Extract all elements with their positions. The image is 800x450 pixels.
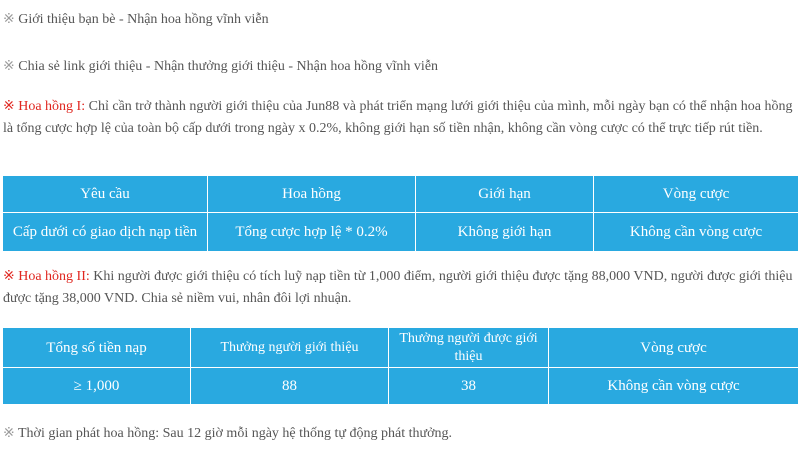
reference-mark-icon: ※ [3, 269, 15, 284]
table-cell: Tổng cược hợp lệ * 0.2% [208, 213, 416, 252]
table-cell: 88 [191, 368, 389, 405]
intro-line-2 [3, 57, 438, 77]
reference-mark-icon: ※ [3, 59, 15, 74]
intro-text-1: Giới thiệu bạn bè - Nhận hoa hồng vĩnh viễn [18, 12, 269, 27]
table-row [3, 213, 799, 252]
table-header-row [3, 176, 799, 213]
reference-mark-icon: ※ [3, 12, 15, 27]
table-header-cell: Vòng cược [549, 328, 799, 368]
intro-text-2: Chia sẻ link giới thiệu - Nhận thưởng giới thiệu - Nhận hoa hồng vĩnh viễn [18, 59, 439, 74]
table-header-cell: Giới hạn [416, 176, 594, 213]
table-cell: Không cần vòng cược [549, 368, 799, 405]
table-header-row [3, 328, 799, 368]
table-header-cell: Vòng cược [594, 176, 799, 213]
table-row [3, 368, 799, 405]
reference-mark-icon: ※ [3, 99, 15, 114]
table-cell: Cấp dưới có giao dịch nạp tiền [3, 213, 208, 252]
commission-2-text: Khi người được giới thiệu có tích luỹ nạp tiền từ 1,000 điểm, người giới thiệu được tặng 88,000 VND, người được giới thiệu được tặng 38,000 VND. Chia sẻ niềm vui, nhân đôi lợi nhuận. [3, 269, 793, 306]
commission-2-paragraph [3, 266, 793, 310]
commission-2-label: Hoa hồng II: [18, 269, 90, 284]
footer-line [3, 424, 452, 444]
table-header-cell: Hoa hồng [208, 176, 416, 213]
table-header-cell: Thưởng người giới thiệu [191, 328, 389, 368]
table-cell: ≥ 1,000 [3, 368, 191, 405]
table-cell: Không giới hạn [416, 213, 594, 252]
table-header-cell: Yêu cầu [3, 176, 208, 213]
reference-mark-icon: ※ [3, 426, 15, 441]
table-cell: 38 [389, 368, 549, 405]
commission-1-paragraph [3, 96, 793, 140]
table-header-cell: Thưởng người được giới thiệu [389, 328, 549, 368]
footer-text: Thời gian phát hoa hồng: Sau 12 giờ mỗi ngày hệ thống tự động phát thưởng. [17, 426, 452, 441]
table-cell: Không cần vòng cược [594, 213, 799, 252]
commission-2-table [2, 327, 799, 405]
commission-1-table [2, 175, 799, 252]
table-header-cell: Tổng số tiền nạp [3, 328, 191, 368]
commission-1-label: Hoa hồng I: [18, 99, 86, 114]
commission-1-text: Chỉ cần trở thành người giới thiệu của Jun88 và phát triển mạng lưới giới thiệu của mình, mỗi ngày bạn có thể nhận hoa hồng là tổng cược hợp lệ của toàn bộ cấp dưới trong ngày x 0.2%, không giới hạn số tiền nhận, không cần vòng cược có thể trực tiếp rút tiền. [3, 99, 793, 136]
intro-line-1 [3, 10, 269, 30]
